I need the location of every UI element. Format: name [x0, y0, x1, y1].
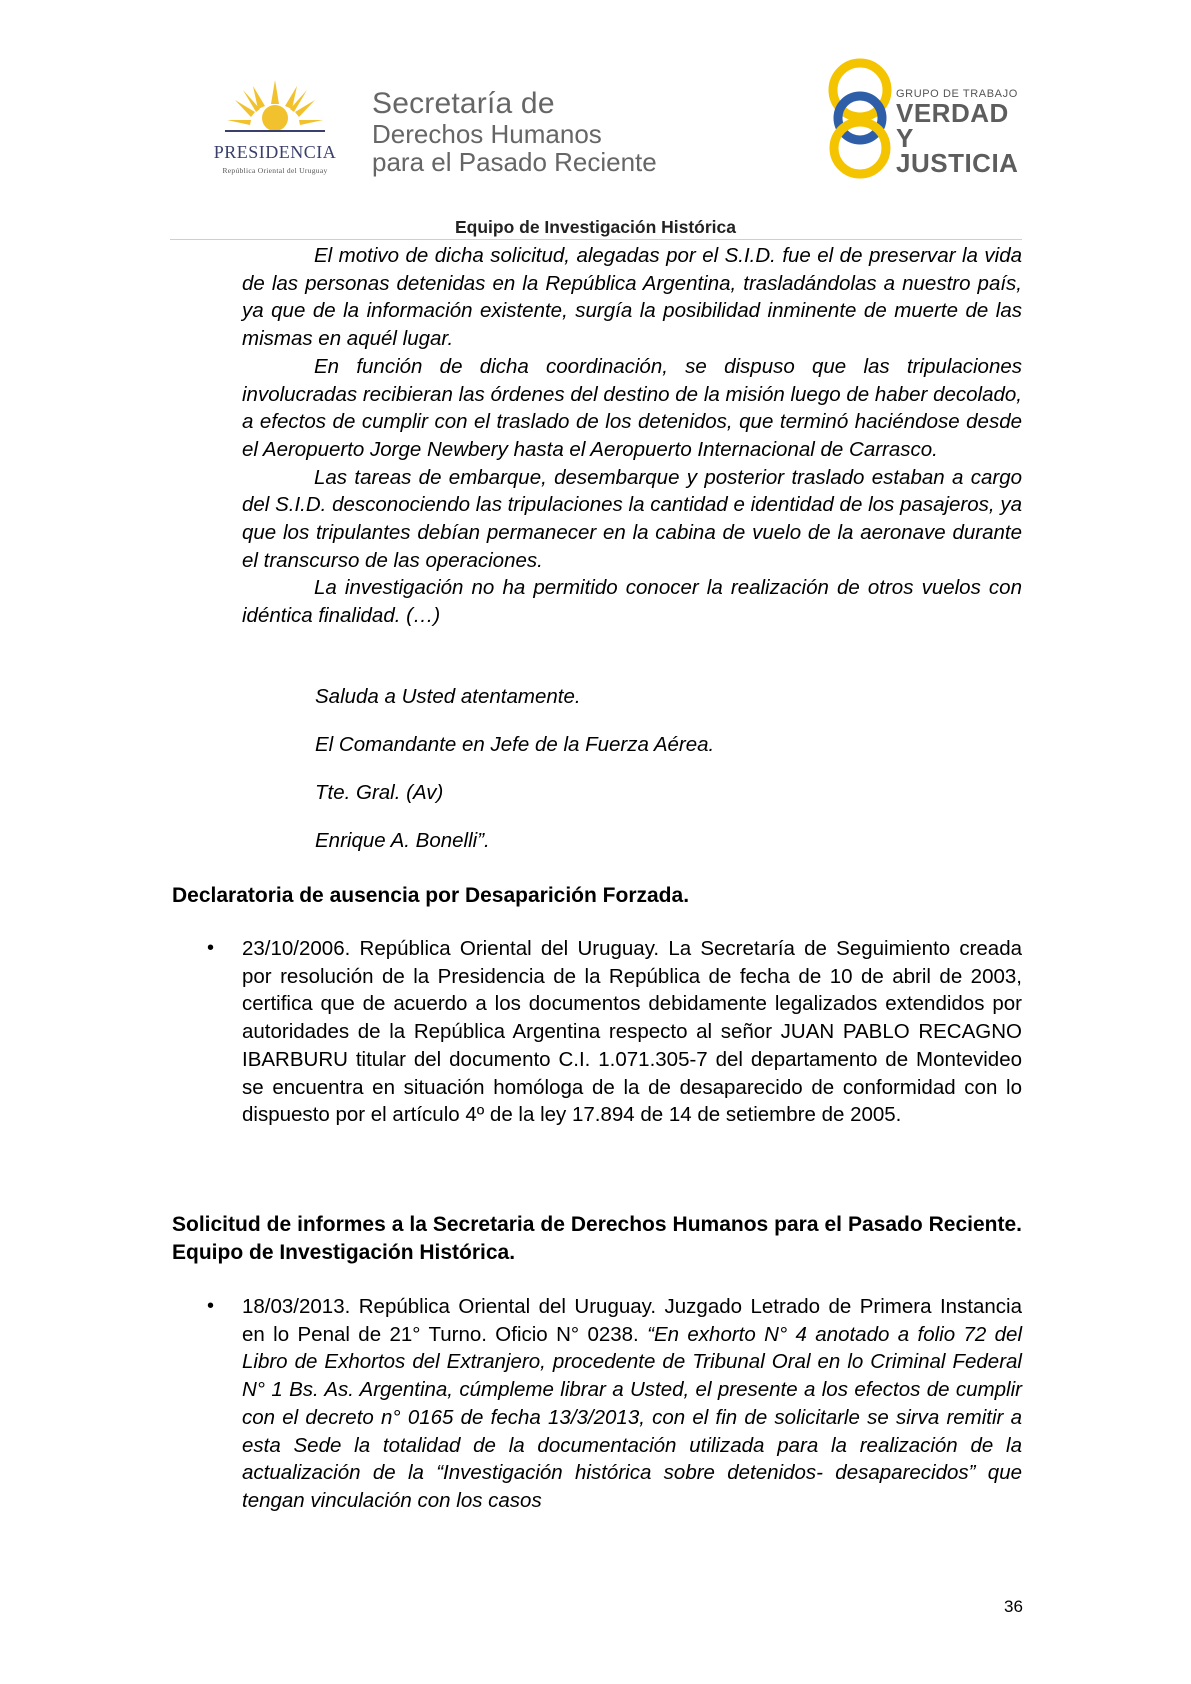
secretaria-title [372, 88, 657, 176]
list-item: 23/10/2006. República Oriental del Uruguay. La Secretaría de Seguimiento creada por resolución de la Presidencia de la República de fecha de 10 de abril de 2003, certifica que de acuerdo a los documentos debidamente legalizados extendidos por autoridades de la República Argentina respecto al señor JUAN PABLO RECAGNO IBARBURU titular del documento C.I. 1.071.305-7 del departamento de Montevideo se encuentra en situación homóloga de la de desaparecido de conformidad con lo dispuesto por el artículo 4º de la ley 17.894 de 14 de setiembre de 2005. [242, 937, 1022, 1127]
bullet-icon: • [207, 937, 215, 959]
verdad-justicia-logo [820, 56, 1020, 180]
letter-paragraph: El motivo de dicha solicitud, alegadas por el S.I.D. fue el de preservar la vida de las personas detenidas en la República Argentina, trasladándolas a nuestro país, ya que de la información existente, surgía la posibilidad inminente de muerte de las mismas en aquél lugar. [242, 244, 1022, 351]
secretaria-line-2: Derechos Humanos [372, 119, 602, 149]
quoted-letter [242, 242, 1022, 630]
section-heading: Solicitud de informes a la Secretaria de Derechos Humanos para el Pasado Reciente. Equipo de Investigación Histórica. [172, 1213, 1022, 1264]
letter-signature-rank: Tte. Gral. (Av) [315, 781, 444, 804]
letter-paragraph: Las tareas de embarque, desembarque y posterior traslado estaban a cargo del S.I.D. desconociendo las tripulaciones la cantidad e identidad de los pasajeros, ya que los tripulantes debían permanecer en la cabina de vuelo de la aeronave durante el transcurso de las operaciones. [242, 465, 1022, 572]
grupo-label: GRUPO DE TRABAJO [896, 88, 1018, 100]
letter-paragraph: La investigación no ha permitido conocer la realización de otros vuelos con idéntica finalidad. (…) [242, 576, 1022, 628]
letter-signature-name: Enrique A. Bonelli”. [315, 829, 490, 852]
letter-paragraph: En función de dicha coordinación, se dispuso que las tripulaciones involucradas recibieran las órdenes del destino de la misión luego de haber decolado, a efectos de cumplir con el traslado de los detenidos, que terminó haciéndose desde el Aeropuerto Jorge Newbery hasta el Aeropuerto Internacional de Carrasco. [242, 354, 1022, 461]
secretaria-line-1: Secretaría de [372, 87, 555, 120]
secretaria-line-3: para el Pasado Reciente [372, 147, 657, 177]
section-heading: Declaratoria de ausencia por Desaparición Forzada. [172, 884, 690, 907]
team-title: Equipo de Investigación Histórica [454, 217, 737, 237]
sun-emblem-icon [225, 78, 325, 134]
page-header [0, 0, 1191, 215]
presidencia-name: PRESIDENCIA [213, 142, 337, 162]
presidencia-subtitle: República Oriental del Uruguay [222, 166, 328, 175]
item-text: 18/03/2013. República Oriental del Uruguay. Juzgado Letrado de Primera Instancia en lo Penal de 21° Turno. Oficio N° 0238. [242, 1295, 1022, 1346]
presidencia-logo [195, 78, 355, 183]
page-number: 36 [1004, 1597, 1023, 1616]
bullet-icon: • [207, 1295, 215, 1317]
list-item [242, 1293, 1022, 1515]
letter-signature-title: El Comandante en Jefe de la Fuerza Aérea. [315, 733, 715, 756]
item-quote: “En exhorto N° 4 anotado a folio 72 del Libro de Exhortos del Extranjero, procedente de Tribunal Oral en lo Criminal Federal N° 1 Bs. As. Argentina, cúmpleme librar a Usted, el presente a los efectos de cumplir con el decreto n° 0165 de fecha 13/3/2013, con el fin de solicitarle se sirva remitir a esta Sede la totalidad de la documentación utilizada para la realización de la actualización de la “Investigación histórica sobre detenidos- desaparecidos” que tengan vinculación con los casos [242, 1322, 1023, 1512]
header-divider [170, 239, 1022, 240]
letter-greeting: Saluda a Usted atentamente. [315, 685, 581, 708]
interlocked-rings-icon [820, 56, 900, 180]
verdad-justicia-text [896, 88, 1020, 176]
verdad-label: VERDAD Y [896, 98, 1009, 153]
justicia-label: JUSTICIA [896, 148, 1019, 178]
